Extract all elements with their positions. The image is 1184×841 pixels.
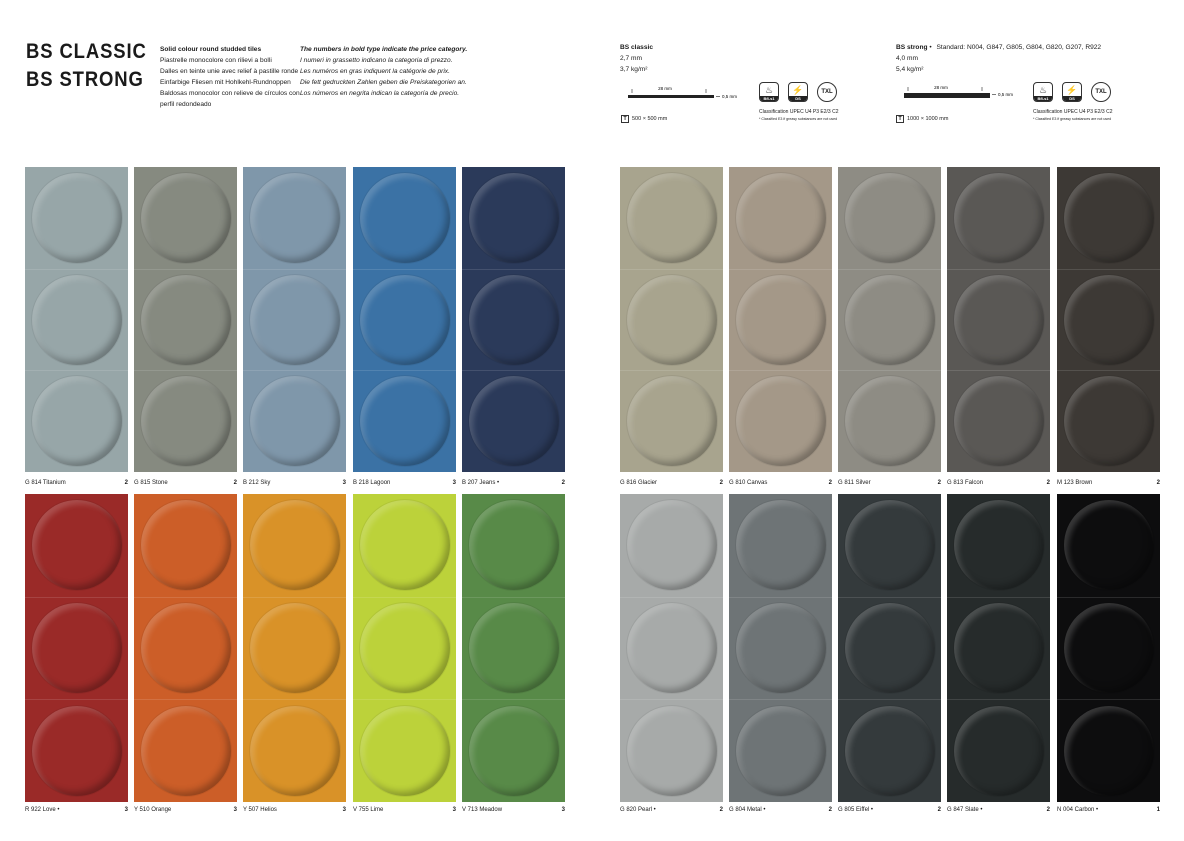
tile-seam [243,269,346,270]
tile-caption [838,479,941,488]
tile-code: Y 510 Orange [134,807,172,813]
tile-seam [838,597,941,598]
tile-swatch [134,167,237,472]
bs-strong-stud-width: 28 mm [934,85,948,90]
tile-seam [134,597,237,598]
classification-note: * Classified E3 if greasy substances are not used [759,117,838,121]
price-category: 3 [342,480,346,486]
stud-relief [250,706,340,796]
stud-relief [736,275,826,365]
tile-caption [462,806,565,815]
stud-relief [627,376,717,466]
price-category: 2 [1046,807,1050,813]
tile-caption [243,806,346,815]
stud-relief [736,706,826,796]
tile-swatch [353,167,456,472]
price-category: 2 [828,480,832,486]
stud-relief [954,173,1044,263]
stud-relief [32,376,122,466]
tile-seam [353,597,456,598]
bs-classic-name: BS classic [620,44,653,51]
note-line: I numeri in grassetto indicano la categoria di prezzo. [300,57,453,64]
stud-relief [469,376,559,466]
tile-swatch [1057,167,1160,472]
tile-caption [729,479,832,488]
stud-relief [141,275,231,365]
stud-relief [736,603,826,693]
stud-relief [1064,173,1154,263]
stud-relief [32,275,122,365]
tile-code: Y 507 Helios [243,807,277,813]
price-category: 2 [828,807,832,813]
bs-classic-weight: 3,7 kg/m² [620,66,648,73]
price-category: 3 [452,807,456,813]
description-line: Einfarbige Fliesen mit Hohlkehl-Rundnoppen [160,79,291,86]
tile-seam [134,370,237,371]
stud-relief [627,500,717,590]
bs-strong-certification-icons [1033,82,1111,102]
tile-seam [462,597,565,598]
tile-caption [620,479,723,488]
stud-relief [141,500,231,590]
tile-code: B 207 Jeans • [462,480,500,486]
format-marker-icon: T [896,115,904,123]
stud-relief [469,706,559,796]
format-marker-icon: T [621,115,629,123]
stud-relief [954,275,1044,365]
tile-seam [729,597,832,598]
description-line: perfil redondeado [160,101,212,108]
price-category: 2 [719,480,723,486]
stud-relief [469,173,559,263]
price-category: 3 [124,807,128,813]
stud-relief [32,500,122,590]
price-category: 3 [233,807,237,813]
tile-seam [947,269,1050,270]
price-category-note [300,44,470,99]
stud-relief [1064,275,1154,365]
tile-code: V 755 Lime [353,807,384,813]
tile-code: N 004 Carbon • [1057,807,1099,813]
price-category: 1 [1156,807,1160,813]
tile-seam [838,269,941,270]
bs-classic-profile-diagram [620,84,740,104]
tile-caption [838,806,941,815]
tile-caption [353,806,456,815]
tile-seam [620,269,723,270]
bs-classic-thickness: 2,7 mm [620,55,642,62]
stud-relief [736,173,826,263]
tile-swatch [620,494,723,802]
tile-swatch [462,494,565,802]
bs-strong-name: BS strong [896,44,928,51]
stud-relief [845,376,935,466]
tile-caption [947,806,1050,815]
stud-relief [360,706,450,796]
bs-strong-weight: 5,4 kg/m² [896,66,924,73]
tile-code: G 820 Pearl • [620,807,656,813]
bs-classic-format-size: 500 × 500 mm [632,116,668,122]
stud-relief [250,173,340,263]
tile-caption [25,806,128,815]
tile-code: G 815 Stone [134,480,168,486]
description-line: Piastrelle monocolore con rilievi a bolli [160,57,272,64]
tile-caption [729,806,832,815]
tile-seam [620,699,723,700]
bs-strong-stud-height: 0,5 mm [998,92,1014,97]
price-category: 2 [719,807,723,813]
stud-relief [627,275,717,365]
tile-seam [729,699,832,700]
classification-note: * Classified E3 if greasy substances are not used [1033,117,1112,121]
stud-relief [1064,706,1154,796]
tile-caption [462,479,565,488]
stud-relief [360,275,450,365]
tile-seam [1057,370,1160,371]
tile-swatch [729,167,832,472]
price-category: 2 [124,480,128,486]
price-category: 2 [937,807,941,813]
bs-strong-marker: • [929,44,932,51]
stud-relief [845,275,935,365]
page-title [26,38,163,94]
price-category: 2 [561,480,565,486]
stud-relief [141,706,231,796]
stud-relief [360,603,450,693]
price-category: 3 [452,480,456,486]
description-line: Baldosas monocolor con relieve de círculos con [160,90,300,97]
bs-classic-certification-icons [759,82,837,102]
tile-code: M 123 Brown [1057,480,1093,486]
tile-swatch [243,494,346,802]
tile-seam [243,597,346,598]
tile-seam [838,370,941,371]
bs-classic-classification [759,109,838,122]
bs-classic-spec [620,42,653,75]
tile-seam [729,269,832,270]
stud-relief [845,173,935,263]
price-category: 3 [561,807,565,813]
stud-relief [954,376,1044,466]
tile-seam [729,370,832,371]
bs-strong-classification [1033,109,1112,122]
stud-relief [360,500,450,590]
tile-code: G 805 Eiffel • [838,807,874,813]
tile-swatch [838,494,941,802]
stud-relief [141,376,231,466]
tile-swatch [243,167,346,472]
tile-swatch [947,494,1050,802]
tile-code: G 811 Silver [838,480,871,486]
classification-text: Classification UPEC U4 P3 E2/3 C2 [1033,109,1113,115]
stud-relief [141,173,231,263]
tile-swatch [353,494,456,802]
title-line-1: BS CLASSIC [26,40,147,63]
tile-seam [462,269,565,270]
price-category: 2 [1156,480,1160,486]
tile-caption [25,479,128,488]
tile-seam [134,269,237,270]
stud-relief [360,173,450,263]
tile-code: B 212 Sky [243,480,271,486]
tile-seam [838,699,941,700]
tile-seam [620,370,723,371]
bs-classic-stud-width: 28 mm [658,86,672,91]
tile-seam [353,269,456,270]
stud-relief [954,500,1044,590]
tile-seam [243,370,346,371]
stud-relief [250,376,340,466]
tile-seam [1057,269,1160,270]
note-line: Die fett gedruckten Zahlen geben die Preiskategorien an. [300,79,467,86]
tile-seam [25,597,128,598]
stud-relief [32,706,122,796]
bs-strong-thickness: 4,0 mm [896,55,918,62]
tile-seam [25,699,128,700]
stud-relief [845,706,935,796]
tile-seam [1057,597,1160,598]
tile-code: V 713 Meadow [462,807,503,813]
tile-code: G 804 Metal • [729,807,766,813]
tile-caption [353,479,456,488]
stud-relief [469,500,559,590]
stud-relief [32,603,122,693]
tile-seam [947,699,1050,700]
bs-strong-format [896,115,948,123]
bs-strong-profile-diagram [896,83,1018,103]
stud-relief [736,376,826,466]
stud-relief [250,500,340,590]
note-heading: The numbers in bold type indicate the price category. [300,46,468,53]
tile-seam [353,370,456,371]
bs-classic-format [621,115,667,123]
bs-strong-spec [896,42,1101,75]
title-line-2: BS STRONG [26,68,144,91]
stud-relief [736,500,826,590]
stud-relief [469,603,559,693]
tile-code: B 218 Lagoon [353,480,391,486]
stud-relief [845,603,935,693]
tile-caption [947,479,1050,488]
classification-text: Classification UPEC U4 P3 E2/3 C2 [759,109,839,115]
tile-seam [947,597,1050,598]
stud-relief [360,376,450,466]
tile-code: G 847 Slate • [947,807,983,813]
tile-seam [620,597,723,598]
tile-caption [134,806,237,815]
tile-code: G 810 Canvas [729,480,768,486]
note-line: Los números en negrita indican la categoría de precio. [300,90,460,97]
price-category: 2 [1046,480,1050,486]
tile-swatch [729,494,832,802]
tile-seam [1057,699,1160,700]
fire-rating-icon: ♨ Bfl-s1 [1033,82,1053,102]
tile-seam [947,370,1050,371]
tile-seam [134,699,237,700]
tile-caption [1057,479,1160,488]
stud-relief [1064,603,1154,693]
tile-seam [25,370,128,371]
price-category: 3 [342,807,346,813]
tile-seam [25,269,128,270]
stud-relief [845,500,935,590]
description-line: Dalles en teinte unie avec relief à pastille ronde [160,68,299,75]
tile-seam [353,699,456,700]
note-line: Les numéros en gras indiquent la catégorie de prix. [300,68,450,75]
slip-rating-icon: ⚡ DS [1062,82,1082,102]
stud-relief [627,706,717,796]
stud-relief [1064,500,1154,590]
stud-relief [627,173,717,263]
txl-icon: TXL [1091,82,1111,102]
tile-swatch [838,167,941,472]
tile-caption [620,806,723,815]
stud-relief [250,603,340,693]
tile-swatch [1057,494,1160,802]
tile-caption [134,479,237,488]
stud-relief [469,275,559,365]
tile-seam [243,699,346,700]
product-description [160,44,300,110]
tile-code: R 922 Love • [25,807,60,813]
tile-code: G 816 Glacier [620,480,658,486]
price-category: 2 [233,480,237,486]
fire-rating-icon: ♨ Bfl-s1 [759,82,779,102]
tile-swatch [134,494,237,802]
stud-relief [141,603,231,693]
tile-caption [243,479,346,488]
bs-classic-stud-height: 0,5 mm [722,94,738,99]
bs-strong-format-size: 1000 × 1000 mm [907,116,949,122]
description-heading: Solid colour round studded tiles [160,46,262,53]
tile-swatch [25,167,128,472]
txl-icon: TXL [817,82,837,102]
slip-rating-icon: ⚡ DS [788,82,808,102]
stud-relief [954,706,1044,796]
stud-relief [1064,376,1154,466]
stud-relief [954,603,1044,693]
tile-code: G 814 Titanium [25,480,66,486]
tile-swatch [462,167,565,472]
price-category: 2 [937,480,941,486]
tile-caption [1057,806,1160,815]
tile-seam [462,370,565,371]
stud-relief [627,603,717,693]
bs-strong-standard: Standard: N004, G847, G805, G804, G820, G207, R922 [936,44,1102,51]
stud-relief [250,275,340,365]
tile-swatch [947,167,1050,472]
tile-swatch [620,167,723,472]
stud-relief [32,173,122,263]
tile-code: G 813 Falcon [947,480,984,486]
tile-seam [462,699,565,700]
tile-swatch [25,494,128,802]
